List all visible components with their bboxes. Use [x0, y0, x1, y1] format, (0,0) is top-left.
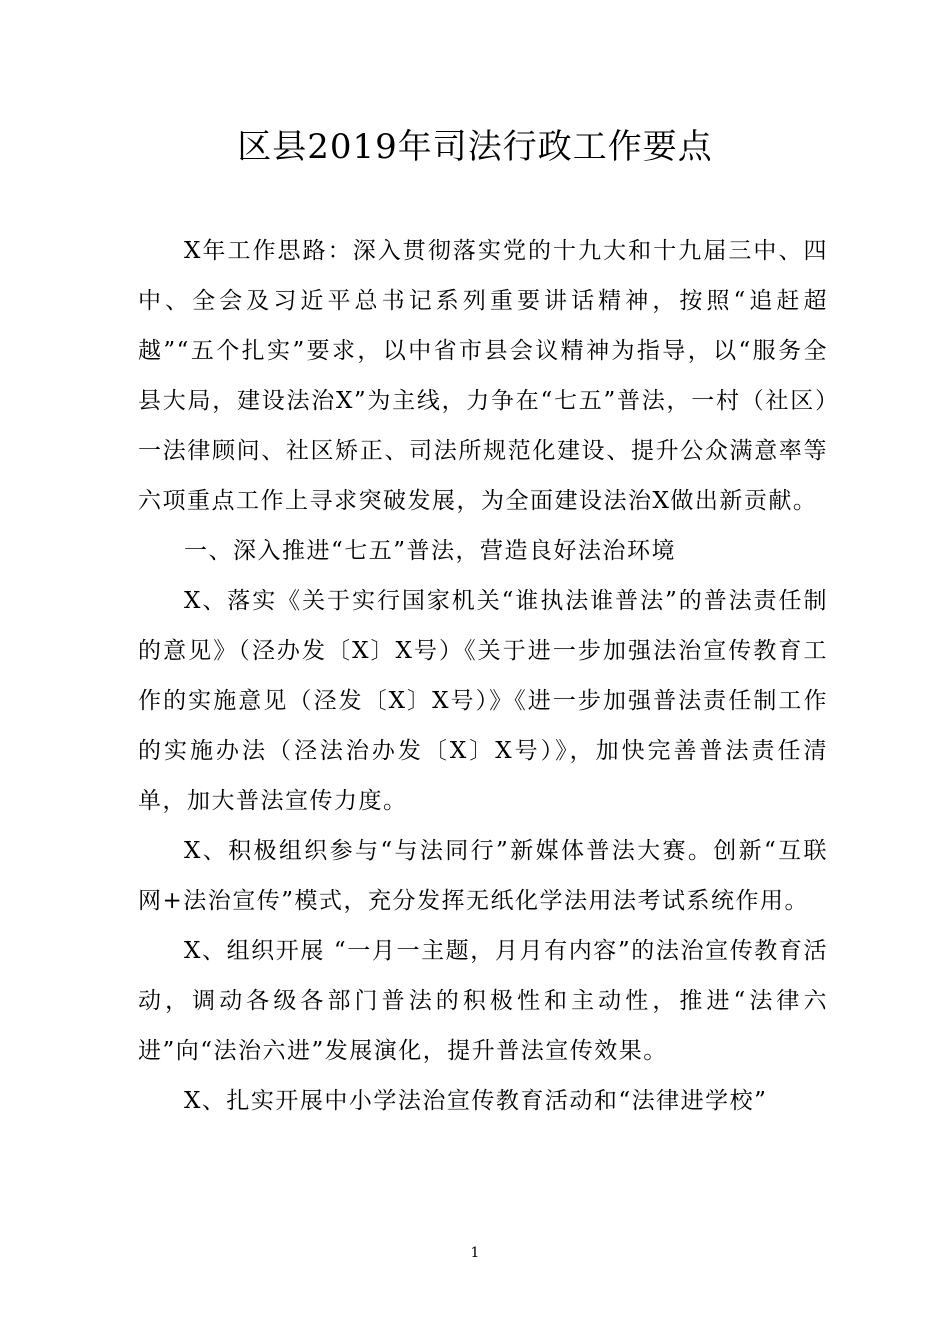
page-number: 1 — [470, 1245, 480, 1261]
document-title: 区县2019年司法行政工作要点 — [237, 127, 713, 167]
document-body — [138, 226, 828, 1126]
paragraph-item-1: X、落实《关于实行国家机关“谁执法谁普法”的普法责任制的意见》（泾办发〔X〕X号）《关于进一步加强法治宣传教育工作的实施意见（泾发〔X〕X号）》《进一步加强普法责任制工作的实施办法（泾法治办发〔X〕X号）》，加快完善普法责任清单，加大普法宣传力度。 — [138, 588, 828, 814]
paragraph-item-3: X、组织开展 “一月一主题，月月有内容”的法治宣传教育活动，调动各级各部门普法的积极性和主动性，推进“法律六进”向“法治六进”发展演化，提升普法宣传效果。 — [138, 938, 828, 1064]
paragraph-work-approach: X年工作思路：深入贯彻落实党的十九大和十九届三中、四中、全会及习近平总书记系列重要讲话精神，按照“追赶超越”“五个扎实”要求，以中省市县会议精神为指导，以“服务全县大局，建设法治X”为主线，力争在“七五”普法，一村（社区）一法律顾问、社区矫正、司法所规范化建设、提升公众满意率等六项重点工作上寻求突破发展，为全面建设法治X做出新贡献。 — [138, 238, 828, 514]
paragraph-item-2: X、积极组织参与“与法同行”新媒体普法大赛。创新“互联网+法治宣传”模式，充分发挥无纸化学法用法考试系统作用。 — [138, 838, 828, 914]
section-heading-1: 一、深入推进“七五”普法，营造良好法治环境 — [184, 538, 677, 564]
paragraph-item-4: X、扎实开展中小学法治宣传教育活动和“法律进学校” — [184, 1088, 768, 1114]
